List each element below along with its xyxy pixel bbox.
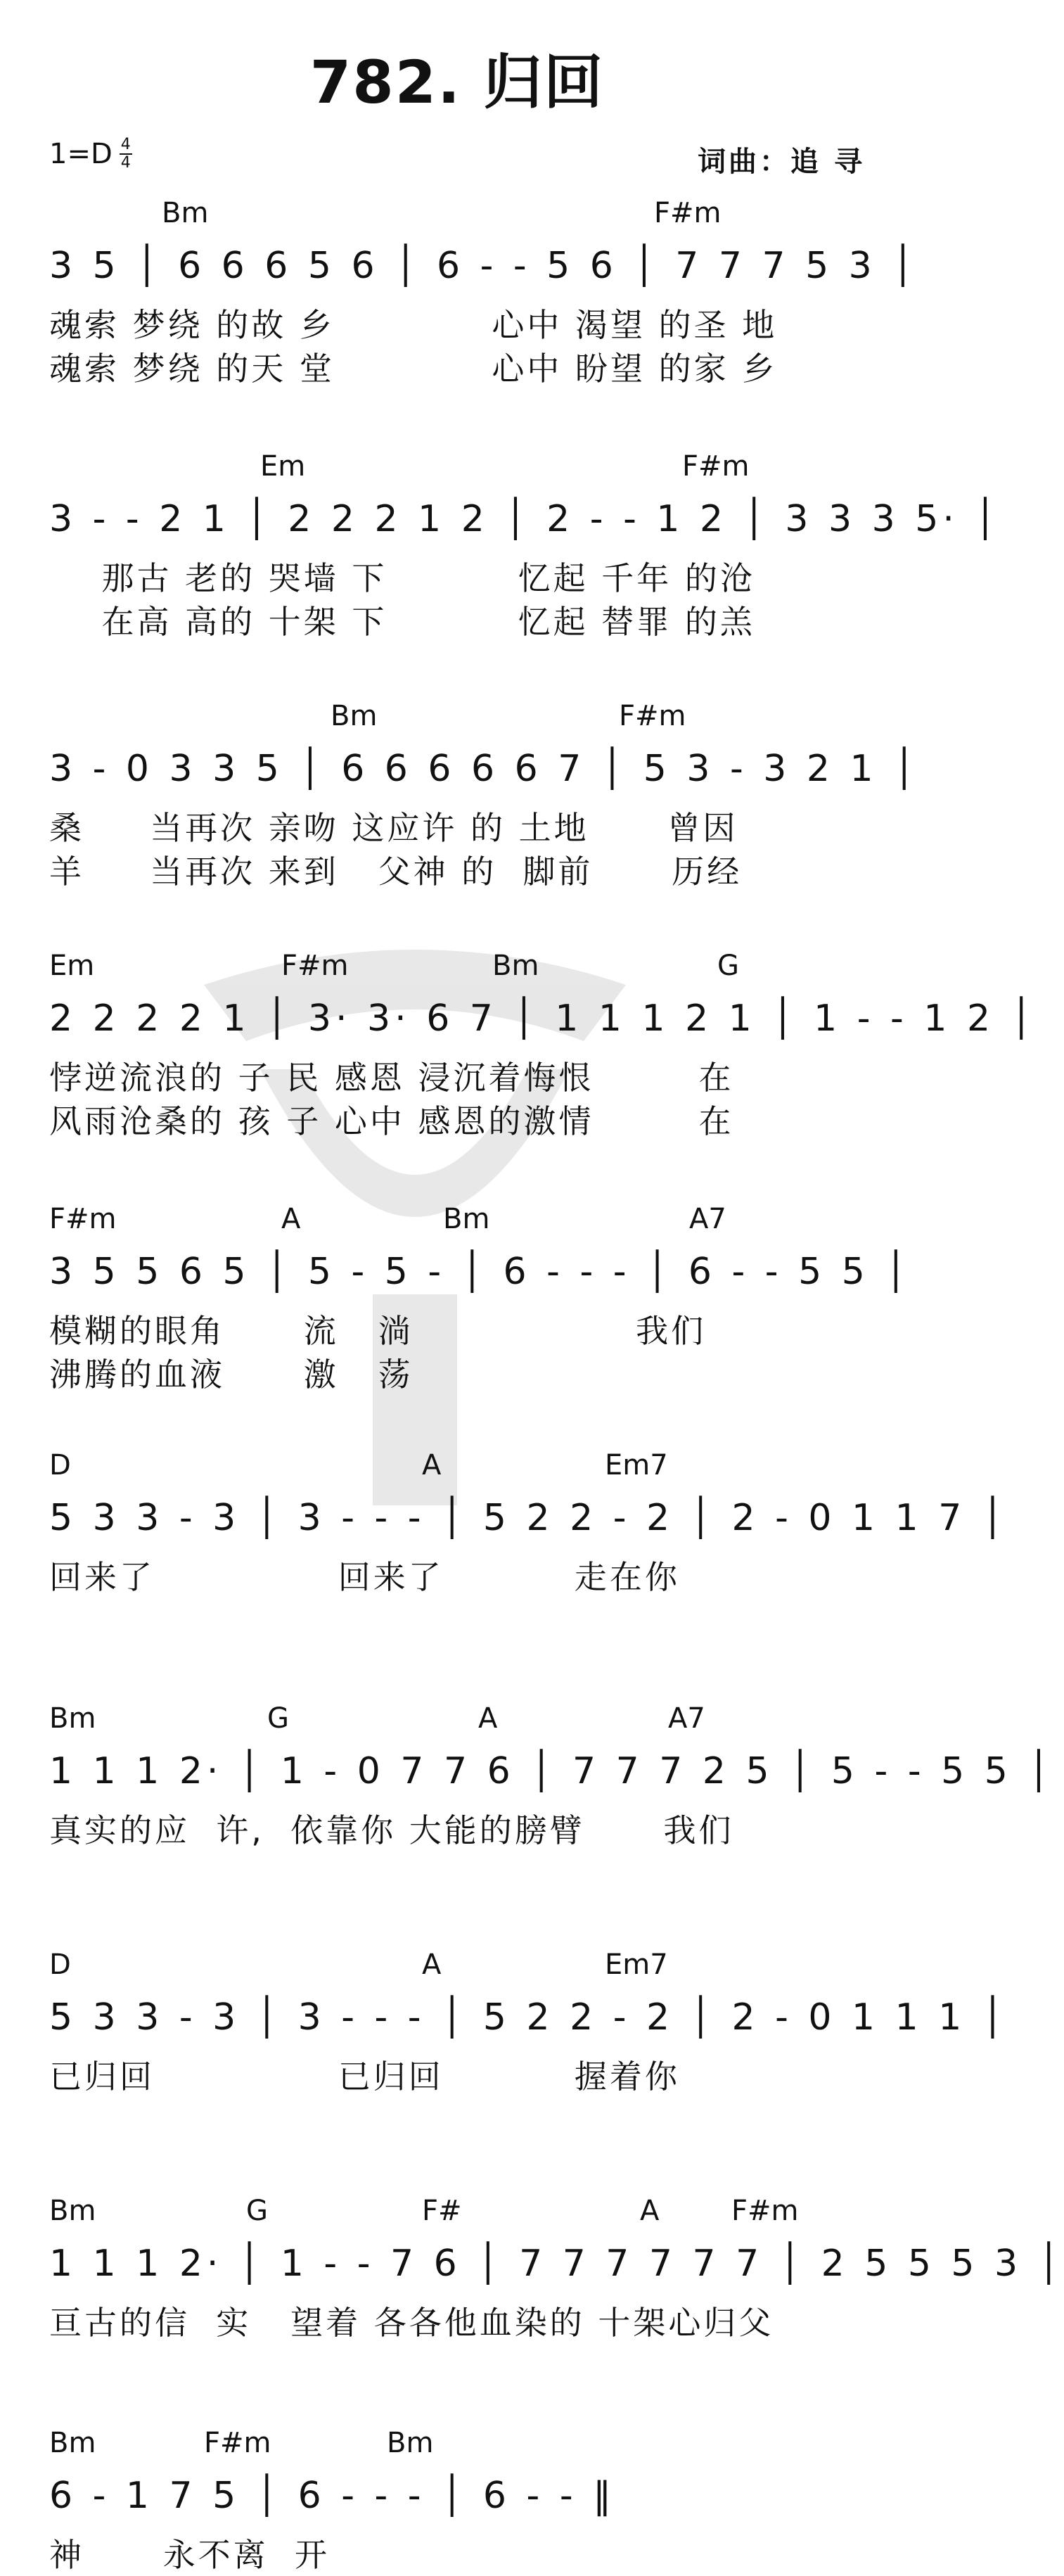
lyric-text: 神 永不离 开 bbox=[49, 2536, 330, 2574]
chord-row bbox=[49, 450, 879, 492]
chord-symbol: Em bbox=[49, 950, 95, 982]
lyric-line bbox=[49, 597, 879, 640]
score-system bbox=[49, 1949, 1008, 2096]
lyric-text: 回来了 回来了 走在你 bbox=[49, 1558, 680, 1596]
chord-symbol: F#m bbox=[731, 2195, 799, 2227]
jianpu-notes: 2 2 2 2 1 │ 3· 3· 6 7 │ 1 1 1 2 1 │ 1 - - 1 2 │ bbox=[49, 997, 1037, 1040]
chord-symbol: F#m bbox=[281, 950, 349, 982]
jianpu-notes: 5 3 3 - 3 │ 3 - - - │ 5 2 2 - 2 │ 2 - 0 1 1 1 │ bbox=[49, 1996, 1008, 2039]
chord-symbol: G bbox=[267, 1702, 289, 1735]
jianpu-notes: 3 5 │ 6 6 6 5 6 │ 6 - - 5 6 │ 7 7 7 5 3 │ bbox=[49, 245, 918, 287]
chord-symbol: A bbox=[281, 1203, 301, 1235]
credit: 词曲：追 寻 bbox=[698, 146, 865, 178]
chord-symbol: A bbox=[422, 1449, 442, 1481]
lyric-line bbox=[49, 300, 879, 343]
notation-row bbox=[49, 1745, 1054, 1805]
jianpu-notes: 6 - 1 7 5 │ 6 - - - │ 6 - - ‖ bbox=[49, 2475, 616, 2517]
lyric-text: 那古 老的 哭墙 下 忆起 千年 的沧 bbox=[49, 559, 755, 597]
notation-row bbox=[49, 2469, 879, 2530]
chord-symbol: D bbox=[49, 1449, 71, 1481]
lyric-line bbox=[49, 1552, 879, 1595]
notation-row bbox=[49, 742, 920, 803]
lyric-text: 魂索 梦绕 的故 乡 心中 渴望 的圣 地 bbox=[49, 306, 778, 344]
lyric-line bbox=[49, 1306, 879, 1349]
chord-symbol: A bbox=[640, 2195, 660, 2227]
time-bottom: 4 bbox=[120, 154, 131, 172]
notation-row bbox=[49, 1991, 1008, 2051]
chord-symbol: Bm bbox=[443, 1203, 490, 1235]
chord-symbol: Em7 bbox=[605, 1949, 668, 1981]
chord-symbol: A7 bbox=[689, 1203, 726, 1235]
notation-row bbox=[49, 239, 918, 300]
lyric-line bbox=[49, 2051, 879, 2095]
chord-symbol: F#m bbox=[654, 197, 722, 229]
lyric-text: 亘古的信 实 望着 各各他血染的 十架心归父 bbox=[49, 2304, 774, 2342]
score-system bbox=[49, 1449, 1008, 1596]
key-label: 1=D bbox=[49, 138, 113, 170]
chord-row bbox=[49, 950, 879, 992]
score-system bbox=[49, 700, 920, 891]
lyric-line bbox=[49, 343, 879, 387]
score-system bbox=[49, 950, 1037, 1140]
chord-symbol: F#m bbox=[619, 700, 686, 732]
chord-symbol: Bm bbox=[162, 197, 209, 229]
score-system bbox=[49, 1702, 1054, 1849]
lyric-text: 风雨沧桑的 孩 子 心中 感恩的激情 在 bbox=[49, 1102, 734, 1140]
chord-row bbox=[49, 1203, 879, 1245]
chord-row bbox=[49, 2195, 879, 2237]
chord-row bbox=[49, 1449, 879, 1491]
chord-symbol: F#m bbox=[49, 1203, 117, 1235]
key-signature bbox=[49, 137, 132, 171]
score-system bbox=[49, 450, 1001, 641]
jianpu-notes: 1 1 1 2· │ 1 - 0 7 7 6 │ 7 7 7 2 5 │ 5 - - 5 5 │ bbox=[49, 1750, 1054, 1792]
lyric-text: 真实的应 许, 依靠你 大能的膀臂 我们 bbox=[49, 1811, 734, 1849]
chord-symbol: F#m bbox=[682, 450, 750, 483]
lyric-line bbox=[49, 1052, 879, 1096]
chord-symbol: Em7 bbox=[605, 1449, 668, 1481]
lyric-line bbox=[49, 1349, 879, 1393]
notation-row bbox=[49, 992, 1037, 1052]
jianpu-notes: 5 3 3 - 3 │ 3 - - - │ 5 2 2 - 2 │ 2 - 0 1 1 7 │ bbox=[49, 1497, 1008, 1539]
chord-symbol: A7 bbox=[668, 1702, 705, 1735]
chord-symbol: Bm bbox=[492, 950, 539, 982]
notation-row bbox=[49, 1491, 1008, 1552]
chord-row bbox=[49, 700, 879, 742]
chord-symbol: A bbox=[422, 1949, 442, 1981]
chord-row bbox=[49, 1949, 879, 1991]
lyric-text: 模糊的眼角 流 淌 我们 bbox=[49, 1312, 707, 1350]
jianpu-notes: 3 - 0 3 3 5 │ 6 6 6 6 6 7 │ 5 3 - 3 2 1 │ bbox=[49, 748, 920, 790]
lyric-line bbox=[49, 553, 879, 597]
chord-symbol: G bbox=[246, 2195, 268, 2227]
lyric-text: 魂索 梦绕 的天 堂 心中 盼望 的家 乡 bbox=[49, 350, 778, 388]
time-signature bbox=[120, 137, 132, 171]
score-system bbox=[49, 2427, 879, 2573]
chord-symbol: D bbox=[49, 1949, 71, 1981]
chord-row bbox=[49, 1702, 879, 1745]
jianpu-notes: 3 - - 2 1 │ 2 2 2 1 2 │ 2 - - 1 2 │ 3 3 3 5· │ bbox=[49, 498, 1001, 540]
jianpu-notes: 3 5 5 6 5 │ 5 - 5 - │ 6 - - - │ 6 - - 5 5 │ bbox=[49, 1251, 911, 1293]
lyric-line bbox=[49, 2297, 879, 2341]
chord-symbol: Bm bbox=[49, 2427, 96, 2459]
chord-symbol: Em bbox=[260, 450, 306, 483]
lyric-line bbox=[49, 846, 879, 890]
chord-symbol: F#m bbox=[204, 2427, 271, 2459]
lyric-line bbox=[49, 2530, 879, 2573]
chord-symbol: F# bbox=[422, 2195, 462, 2227]
song-title: 782. 归回 bbox=[309, 48, 605, 117]
chord-symbol: Bm bbox=[387, 2427, 434, 2459]
lyric-text: 沸腾的血液 激 荡 bbox=[49, 1356, 414, 1394]
notation-row bbox=[49, 1245, 911, 1306]
chord-row bbox=[49, 197, 879, 239]
lyric-line bbox=[49, 803, 879, 846]
chord-symbol: Bm bbox=[331, 700, 378, 732]
score-system bbox=[49, 1203, 911, 1394]
time-top: 4 bbox=[120, 136, 131, 153]
chord-symbol: Bm bbox=[49, 1702, 96, 1735]
chord-symbol: Bm bbox=[49, 2195, 96, 2227]
chord-row bbox=[49, 2427, 879, 2469]
chord-symbol: A bbox=[478, 1702, 498, 1735]
lyric-text: 已归回 已归回 握着你 bbox=[49, 2058, 680, 2096]
score-system bbox=[49, 2195, 1064, 2342]
lyric-text: 悖逆流浪的 子 民 感恩 浸沉着悔恨 在 bbox=[49, 1059, 734, 1097]
lyric-text: 桑 当再次 亲吻 这应许 的 土地 曾因 bbox=[49, 809, 738, 847]
lyric-text: 在高 高的 十架 下 忆起 替罪 的羔 bbox=[49, 603, 755, 641]
notation-row bbox=[49, 2237, 1064, 2297]
notation-row bbox=[49, 492, 1001, 553]
score-system bbox=[49, 197, 918, 388]
chord-symbol: G bbox=[717, 950, 739, 982]
lyric-line bbox=[49, 1805, 879, 1849]
lyric-text: 羊 当再次 来到 父神 的 脚前 历经 bbox=[49, 853, 743, 891]
jianpu-notes: 1 1 1 2· │ 1 - - 7 6 │ 7 7 7 7 7 7 │ 2 5 5 5 3 │ bbox=[49, 2243, 1064, 2285]
lyric-line bbox=[49, 1096, 879, 1140]
